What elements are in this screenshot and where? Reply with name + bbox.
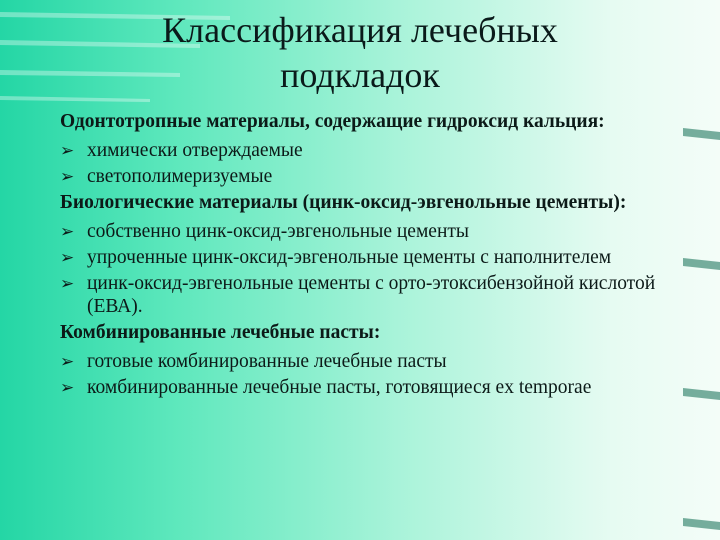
list-item: ➢ собственно цинк-оксид-эвгенольные цементы [60, 221, 470, 242]
section-heading: Биологические материалы (цинк-оксид-эвгенольные цементы): [60, 192, 627, 213]
list-item: ➢ комбинированные лечебные пасты, готовящиеся ex temporae [60, 377, 592, 398]
arrow-bullet-icon: ➢ [60, 222, 75, 242]
list-item: ➢ цинк-оксид-эвгенольные цементы с орто-этоксибензойной кислотой (ЕВА). [60, 273, 656, 317]
slide-title: Классификация лечебных подкладок [162, 10, 558, 95]
slide-content [60, 110, 660, 402]
section-combined-pastes [60, 321, 660, 399]
arrow-bullet-icon: ➢ [60, 141, 75, 161]
section-heading: Комбинированные лечебные пасты: [60, 322, 381, 343]
arrow-bullet-icon: ➢ [60, 352, 75, 372]
section-biological-materials [60, 191, 660, 318]
list-item: ➢ упроченные цинк-оксид-эвгенольные цементы с наполнителем [60, 247, 612, 268]
list-item: ➢ химически отверждаемые [60, 140, 303, 161]
arrow-bullet-icon: ➢ [60, 274, 75, 294]
arrow-bullet-icon: ➢ [60, 378, 75, 398]
section-heading: Одонтотропные материалы, содержащие гидроксид кальция: [60, 111, 605, 132]
list-item: ➢ светополимеризуемые [60, 166, 273, 187]
arrow-bullet-icon: ➢ [60, 248, 75, 268]
section-calcium-hydroxide [60, 110, 660, 188]
arrow-bullet-icon: ➢ [60, 167, 75, 187]
list-item: ➢ готовые комбинированные лечебные пасты [60, 351, 447, 372]
